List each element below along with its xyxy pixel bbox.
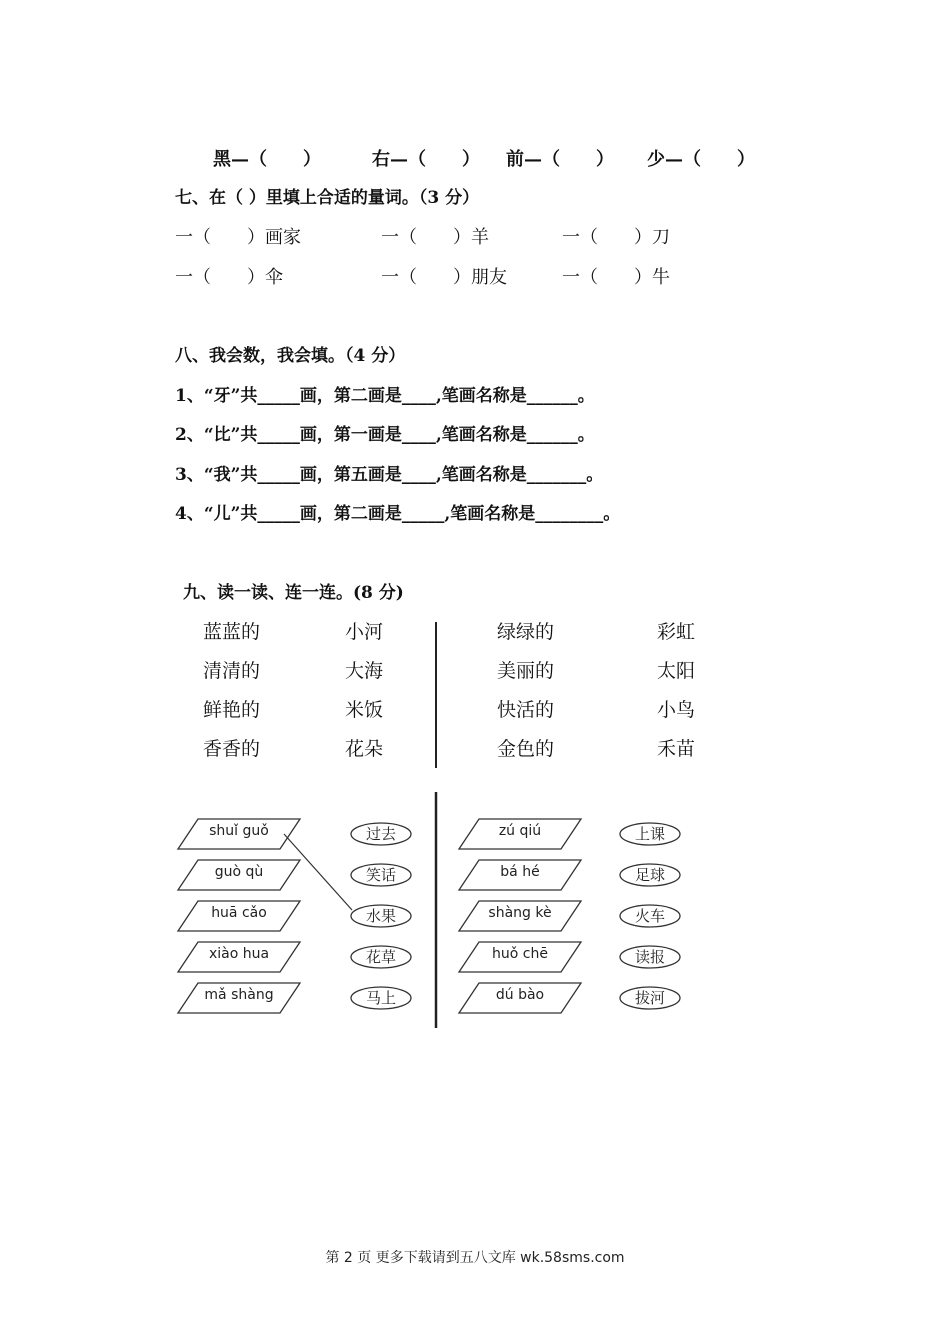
match-word: 大海 — [345, 660, 384, 682]
match-word: 鲜艳的 — [203, 699, 261, 721]
pinyin-label: shàng kè — [488, 905, 552, 921]
antonym-3: 前—（ ） — [506, 149, 614, 170]
word-label: 马上 — [365, 989, 397, 1007]
pinyin-label: zú qiú — [498, 823, 542, 839]
match-word: 禾苗 — [657, 738, 696, 760]
pinyin-label: huā cǎo — [211, 905, 267, 921]
section7-title: 七、在（ ）里填上合适的量词。（3 分） — [175, 188, 480, 208]
measure-word-item: 一（ ）画家 — [175, 227, 301, 248]
antonym-4: 少—（ ） — [647, 149, 755, 170]
measure-word-item: 一（ ）朋友 — [381, 267, 507, 288]
match-word: 彩虹 — [657, 621, 696, 643]
match-word: 花朵 — [345, 738, 384, 760]
match-word: 快活的 — [497, 699, 555, 721]
measure-word-item: 一（ ）羊 — [381, 227, 489, 248]
section8-title: 八、我会数，我会填。（4 分） — [175, 346, 406, 366]
measure-word-item: 一（ ）刀 — [562, 227, 670, 248]
pinyin-label: bá hé — [500, 864, 540, 880]
word-label: 拔河 — [634, 989, 666, 1007]
match-word: 米饭 — [345, 699, 384, 721]
word-label: 读报 — [634, 948, 666, 966]
word-label: 笑话 — [365, 866, 397, 884]
word-label: 水果 — [365, 907, 397, 925]
match-word: 小鸟 — [657, 699, 696, 721]
pinyin-label: mǎ shàng — [204, 987, 274, 1003]
match-word: 香香的 — [203, 738, 261, 760]
match-word: 太阳 — [657, 660, 696, 682]
match-word: 清清的 — [203, 660, 261, 682]
pinyin-label: shuǐ guǒ — [209, 823, 269, 839]
stroke-question: 4、“儿”共_____画，第二画是_____,笔画名称是________。 — [175, 504, 621, 524]
pinyin-label: huǒ chē — [492, 946, 548, 962]
antonym-2: 右—（ ） — [372, 149, 480, 170]
pinyin-label: guò qù — [214, 864, 264, 880]
pinyin-label: xiào hua — [208, 946, 270, 962]
measure-word-item: 一（ ）牛 — [562, 267, 670, 288]
match-word: 小河 — [345, 621, 384, 643]
match-word: 金色的 — [497, 738, 555, 760]
word-label: 过去 — [365, 825, 397, 843]
word-label: 上课 — [634, 825, 666, 843]
stroke-question: 2、“比”共_____画，第一画是____,笔画名称是______。 — [175, 425, 595, 445]
page-footer: 第 2 页 更多下载请到五八文库 wk.58sms.com — [325, 1250, 625, 1266]
example-connection-line — [284, 834, 352, 910]
match-word: 美丽的 — [497, 660, 555, 682]
stroke-question: 3、“我”共_____画，第五画是____,笔画名称是_______。 — [175, 465, 604, 485]
pinyin-label: dú bào — [495, 987, 545, 1003]
match-word: 蓝蓝的 — [203, 621, 261, 643]
match-word: 绿绿的 — [497, 621, 555, 643]
word-label: 足球 — [634, 866, 666, 884]
section9-title: 九、读一读、连一连。(8 分) — [183, 583, 404, 603]
stroke-question: 1、“牙”共_____画，第二画是____,笔画名称是______。 — [175, 386, 595, 406]
word-label: 花草 — [365, 948, 397, 966]
antonym-1: 黑—（ ） — [213, 149, 321, 170]
word-label: 火车 — [634, 907, 666, 925]
measure-word-item: 一（ ）伞 — [175, 267, 283, 288]
